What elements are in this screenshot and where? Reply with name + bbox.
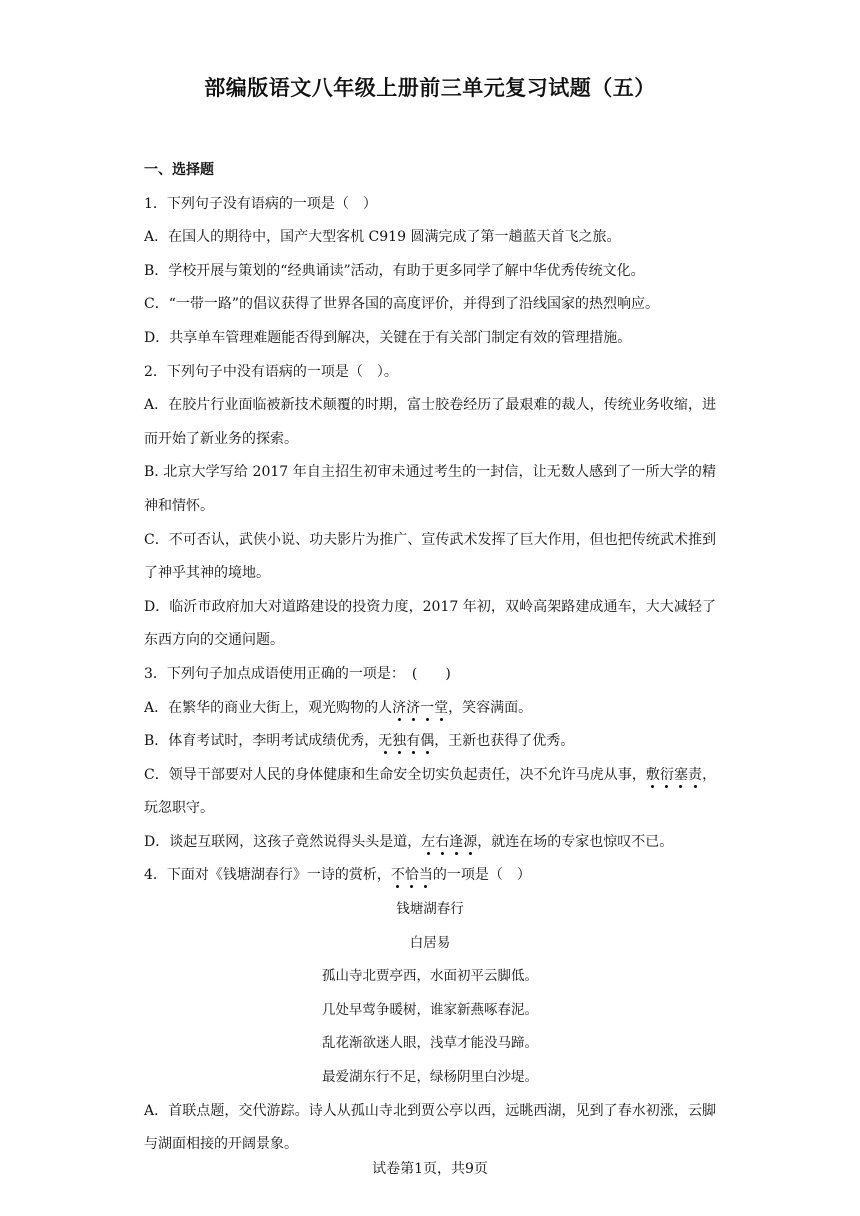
question-3-option-d (144, 826, 716, 860)
question-3-option-a (144, 692, 716, 726)
question-2-option-b: B. 北京大学写给 2017 年自主招生初审未通过考生的一封信，让无数人感到了一所大学的精神和情怀。 (144, 464, 716, 514)
question-1-option-b: B．学校开展与策划的“经典诵读”活动，有助于更多同学了解中华优秀传统文化。 (144, 262, 645, 279)
dotted-emphasis: 不恰当 (390, 867, 433, 884)
poem-line: 孤山寺北贾亭西，水面初平云脚低。 (322, 968, 538, 985)
option-text: ，玩忽职守。 (144, 766, 717, 817)
stem-text: 的一项是（ ） (432, 867, 531, 884)
option-text: D．谈起互联网，这孩子竟然说得头头是道， (144, 833, 422, 850)
poem-author: 白居易 (409, 934, 451, 951)
poem-line: 乱花渐欲迷人眼，浅草才能没马蹄。 (322, 1035, 538, 1052)
question-2-stem: 2．下列句子中没有语病的一项是（ ）。 (144, 363, 398, 380)
option-text: ，就连在场的专家也惊叹不已。 (477, 833, 674, 850)
question-3-option-b (144, 725, 716, 759)
dotted-idiom: 无独有偶 (378, 733, 435, 750)
option-text: B．体育考试时，李明考试成绩优秀， (144, 733, 379, 750)
option-text: ，王新也获得了优秀。 (434, 733, 575, 750)
poem-title: 钱塘湖春行 (396, 901, 464, 918)
question-4-option-a: A．首联点题，交代游踪。诗人从孤山寺北到贾公亭以西，远眺西湖，见到了春水初涨，云脚与湖面相接的开阔景象。 (144, 1102, 716, 1153)
poem-line: 最爱湖东行不足，绿杨阴里白沙堤。 (322, 1069, 538, 1086)
question-1-stem: 1．下列句子没有语病的一项是（ ） (144, 195, 377, 212)
question-3-stem: 3．下列句子加点成语使用正确的一项是： ( ) (144, 665, 451, 682)
question-1-option-a: A．在国人的期待中，国产大型客机 C919 圆满完成了第一趟蓝天首飞之旅。 (144, 229, 621, 246)
page-title: 部编版语文八年级上册前三单元复习试题（五） (204, 76, 656, 100)
dotted-idiom: 敷衍塞责 (645, 766, 703, 783)
question-2-option-a: A．在胶片行业面临被新技术颠覆的时期，富士胶卷经历了最艰难的裁人，传统业务收缩，进而开始了新业务的探索。 (144, 397, 716, 447)
exam-content (144, 154, 716, 1162)
stem-text: 4．下面对《钱塘湖春行》一诗的赏析， (144, 867, 391, 884)
option-text: ，笑容满面。 (448, 699, 533, 716)
question-4-stem (144, 859, 716, 893)
question-1-option-c: C．“一带一路”的倡议获得了世界各国的高度评价，并得到了沿线国家的热烈响应。 (144, 296, 660, 313)
section-heading: 一、选择题 (144, 162, 214, 178)
poem-line: 几处早莺争暖树，谁家新燕啄春泥。 (322, 1001, 538, 1018)
question-1-option-d: D．共享单车管理难题能否得到解决，关键在于有关部门制定有效的管理措施。 (144, 329, 632, 346)
question-3-option-c (144, 759, 716, 826)
question-2-option-c: C．不可否认，武侠小说、功夫影片为推广、宣传武术发挥了巨大作用，但也把传统武术推到了神乎其神的境地。 (144, 531, 716, 582)
dotted-idiom: 左右逢源 (421, 833, 478, 850)
question-2-option-d: D．临沂市政府加大对道路建设的投资力度，2017 年初，双岭高架路建成通车，大大减轻了东西方向的交通问题。 (144, 598, 716, 649)
option-text: A．在繁华的商业大街上，观光购物的人 (144, 699, 393, 716)
page-footer: 试卷第1页，共9页 (372, 1161, 488, 1177)
dotted-idiom: 济济一堂 (392, 699, 449, 716)
option-text: C．领导干部要对人民的身体健康和生命安全切实负起责任，决不允许马虎从事， (144, 766, 646, 783)
